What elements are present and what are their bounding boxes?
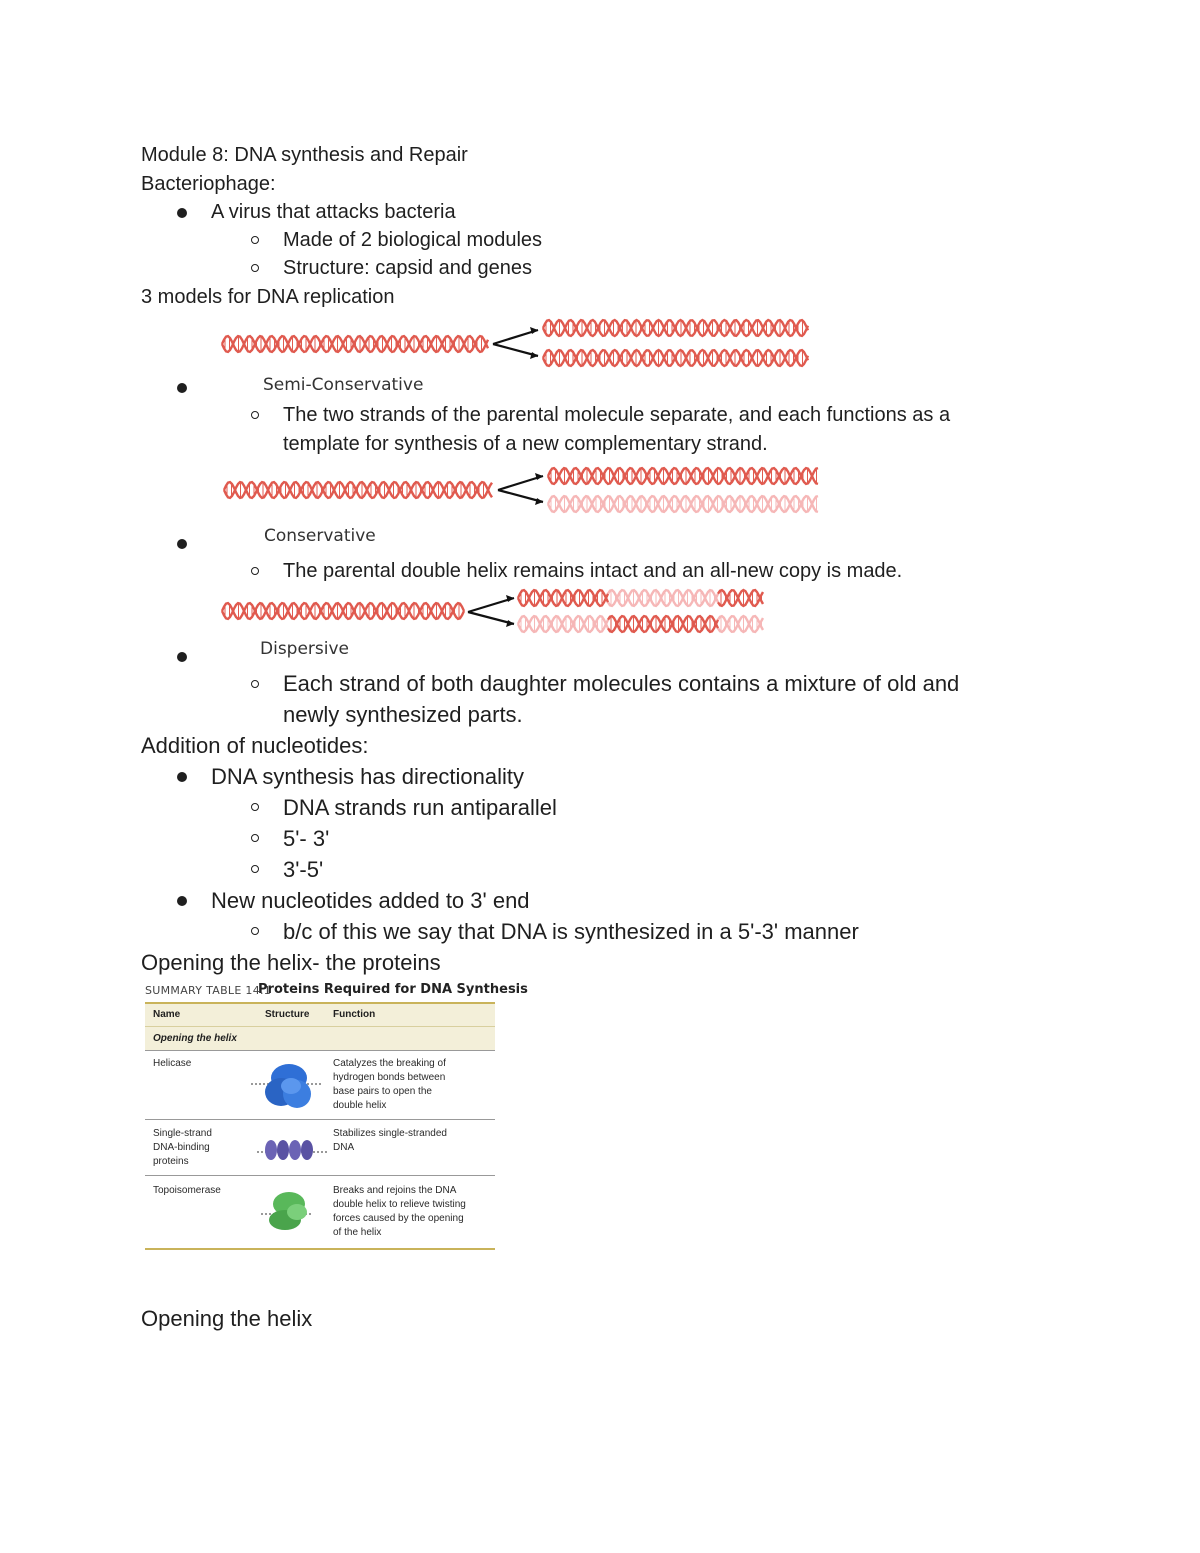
ssb-structure-icon: [257, 1128, 327, 1168]
semi-desc-line1: The two strands of the parental molecule separate, and each functions as a: [283, 404, 951, 426]
table-section-label: Opening the helix: [153, 1033, 237, 1044]
row-function: Catalyzes the breaking of hydrogen bonds between base pairs to open the double helix: [333, 1058, 446, 1111]
bacteriophage-sub-2: Structure: capsid and genes: [283, 257, 533, 279]
dispersive-label: Dispersive: [260, 639, 350, 659]
circle-bullet-icon: [251, 927, 259, 935]
col-header-structure: Structure: [265, 1009, 310, 1020]
addition-bullet-2: New nucleotides added to 3' end: [211, 888, 530, 913]
circle-bullet-icon: [251, 567, 259, 575]
addition-sub-4: b/c of this we say that DNA is synthesized in a 5'-3' manner: [283, 919, 859, 944]
row-name: Topoisomerase: [153, 1185, 221, 1196]
col-header-function: Function: [333, 1009, 376, 1020]
bacteriophage-bullet: A virus that attacks bacteria: [211, 201, 456, 223]
bullet-icon: [177, 652, 187, 662]
circle-bullet-icon: [251, 803, 259, 811]
daughter-helix-1: [548, 468, 818, 484]
opening-heading: Opening the helix- the proteins: [141, 950, 441, 975]
parent-helix: [222, 336, 488, 352]
semi-desc-line2: template for synthesis of a new complementary strand.: [283, 433, 768, 455]
circle-bullet-icon: [251, 411, 259, 419]
row-function: Breaks and rejoins the DNA double helix to relieve twisting forces caused by the opening of the helix: [333, 1185, 466, 1238]
summary-table: [145, 982, 528, 1262]
page-title: Module 8: DNA synthesis and Repair: [141, 144, 468, 166]
col-header-name: Name: [153, 1009, 181, 1020]
bullet-icon: [177, 539, 187, 549]
circle-bullet-icon: [251, 236, 259, 244]
row-name: Single-strand DNA-binding proteins: [153, 1128, 212, 1167]
daughter-helix-1: [518, 590, 763, 606]
daughter-helix-2: [543, 350, 808, 366]
dispersive-desc-line1: Each strand of both daughter molecules contains a mixture of old and: [283, 671, 960, 696]
row-name: Helicase: [153, 1058, 192, 1069]
table-section-row: [145, 1026, 495, 1051]
dispersive-desc-line2: newly synthesized parts.: [283, 702, 523, 727]
models-heading: 3 models for DNA replication: [141, 286, 395, 308]
table-caption-title: Proteins Required for DNA Synthesis: [258, 982, 528, 997]
conservative-label: Conservative: [264, 526, 376, 546]
bullet-icon: [177, 896, 187, 906]
addition-sub-2: 5'- 3': [283, 826, 330, 851]
bullet-icon: [177, 383, 187, 393]
bacteriophage-sub-1: Made of 2 biological modules: [283, 229, 543, 251]
addition-sub-1: DNA strands run antiparallel: [283, 795, 557, 820]
semi-conservative-label: Semi-Conservative: [263, 375, 424, 395]
addition-bullet-1: DNA synthesis has directionality: [211, 764, 525, 789]
helicase-structure-icon: [251, 1054, 321, 1114]
circle-bullet-icon: [251, 865, 259, 873]
topoisomerase-structure-icon: [261, 1182, 321, 1242]
bullet-icon: [177, 208, 187, 218]
bullet-icon: [177, 772, 187, 782]
semi-conservative-diagram: [218, 316, 818, 376]
circle-bullet-icon: [251, 834, 259, 842]
circle-bullet-icon: [251, 264, 259, 272]
daughter-helix-2: [548, 496, 818, 512]
conservative-diagram: [220, 462, 830, 522]
addition-sub-3: 3'-5': [283, 857, 324, 882]
opening-heading-2: Opening the helix: [141, 1306, 313, 1331]
table-header-row: [145, 1004, 495, 1026]
bacteriophage-heading: Bacteriophage:: [141, 173, 276, 195]
daughter-helix-1: [543, 320, 808, 336]
row-function: Stabilizes single-stranded DNA: [333, 1128, 447, 1153]
conservative-desc: The parental double helix remains intact and an all-new copy is made.: [283, 560, 903, 582]
parent-helix: [224, 482, 492, 498]
parent-helix: [222, 603, 464, 619]
daughter-helix-2: [518, 616, 763, 632]
table-caption-prefix: SUMMARY TABLE 14.1: [145, 984, 272, 997]
addition-heading: Addition of nucleotides:: [141, 733, 369, 758]
circle-bullet-icon: [251, 680, 259, 688]
dispersive-diagram: [218, 586, 778, 646]
